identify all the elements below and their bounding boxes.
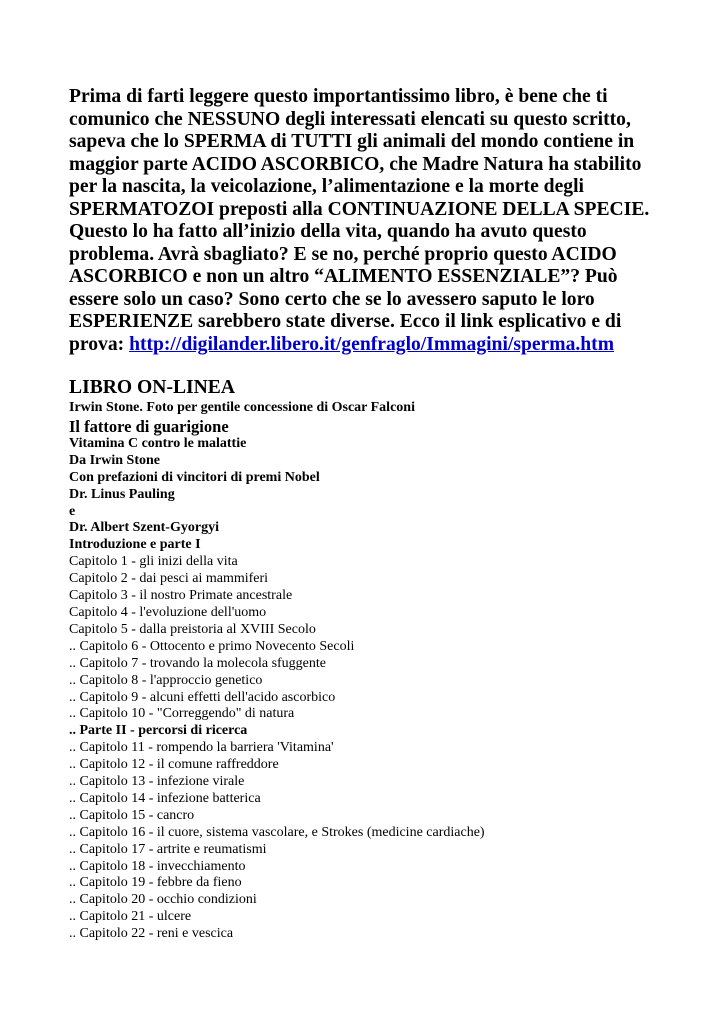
- chapter-link[interactable]: Capitolo 5 - dalla preistoria al XVIII Secolo: [69, 621, 316, 637]
- preface-author-pauling: Dr. Linus Pauling: [69, 486, 175, 502]
- section-title: LIBRO ON-LINEA: [69, 377, 236, 398]
- book-table-of-contents: [69, 376, 689, 943]
- chapter-link[interactable]: .. Capitolo 19 - febbre da fieno: [69, 875, 242, 891]
- book-subtitle: Vitamina C contro le malattie: [69, 435, 247, 451]
- chapter-link[interactable]: Capitolo 2 - dai pesci ai mammiferi: [69, 571, 269, 587]
- chapter-link[interactable]: .. Capitolo 16 - il cuore, sistema vascolare, e Strokes (medicine cardiache): [69, 824, 485, 840]
- photo-credit: Irwin Stone. Foto per gentile concessione di Oscar Falconi: [69, 400, 415, 415]
- chapter-link[interactable]: .. Capitolo 22 - reni e vescica: [69, 926, 234, 942]
- chapter-link[interactable]: .. Capitolo 6 - Ottocento e primo Novecento Secoli: [69, 638, 355, 654]
- chapter-link[interactable]: .. Capitolo 13 - infezione virale: [69, 774, 245, 790]
- chapter-link[interactable]: .. Capitolo 17 - artrite e reumatismi: [69, 841, 267, 857]
- chapter-link[interactable]: .. Capitolo 20 - occhio condizioni: [69, 892, 257, 908]
- part2-heading: .. Parte II - percorsi di ricerca: [69, 723, 248, 739]
- chapter-link[interactable]: .. Capitolo 8 - l'approccio genetico: [69, 672, 263, 688]
- book-title: Il fattore di guarigione: [69, 416, 229, 436]
- intro-paragraph: [69, 86, 669, 356]
- explanatory-link[interactable]: http://digilander.libero.it/genfraglo/Immagini/sperma.htm: [129, 333, 615, 355]
- chapter-link[interactable]: Capitolo 3 - il nostro Primate ancestrale: [69, 588, 293, 604]
- chapter-link[interactable]: .. Capitolo 18 - invecchiamento: [69, 858, 246, 874]
- chapter-link[interactable]: .. Capitolo 9 - alcuni effetti dell'acido ascorbico: [69, 689, 336, 705]
- preface-author-szent-gyorgyi: Dr. Albert Szent-Gyorgyi: [69, 520, 219, 536]
- chapter-link[interactable]: .. Capitolo 21 - ulcere: [69, 909, 192, 925]
- chapter-link[interactable]: Capitolo 1 - gli inizi della vita: [69, 554, 238, 570]
- prefaces-note: Con prefazioni di vincitori di premi Nobel: [69, 469, 320, 485]
- part1-heading: Introduzione e parte I: [69, 537, 201, 553]
- intro-text: Prima di farti leggere questo importantissimo libro, è bene che ti comunico che NESSUNO degli interessati elencati su questo scritto, sapeva che lo SPERMA di TUTTI gli animali del mondo contiene in maggior parte ACIDO ASCORBICO, che Madre Natura ha stabilito per la nascita, la veicolazione, l’alimentazione e la morte degli SPERMATOZOI preposti alla CONTINUAZIONE DELLA SPECIE. Questo lo ha fatto all’inizio della vita, quando ha avuto questo problema. Avrà sbagliato? E se no, perché proprio questo ACIDO ASCORBICO e non un altro “ALIMENTO ESSENZIALE”? Può essere solo un caso? Sono certo che se lo avessero saputo le loro ESPERIENZE sarebbero state diverse. Ecco il link esplicativo e di prova:: [69, 86, 650, 355]
- chapter-link[interactable]: .. Capitolo 11 - rompendo la barriera 'Vitamina': [69, 740, 334, 756]
- chapter-link[interactable]: .. Capitolo 14 - infezione batterica: [69, 790, 261, 806]
- chapter-link[interactable]: .. Capitolo 15 - cancro: [69, 807, 195, 823]
- chapter-link[interactable]: Capitolo 4 - l'evoluzione dell'uomo: [69, 604, 267, 620]
- chapter-link[interactable]: .. Capitolo 10 - "Correggendo" di natura: [69, 706, 295, 722]
- book-author: Da Irwin Stone: [69, 452, 161, 468]
- conjunction: e: [69, 503, 76, 519]
- chapter-link[interactable]: .. Capitolo 7 - trovando la molecola sfuggente: [69, 655, 326, 671]
- chapter-link[interactable]: .. Capitolo 12 - il comune raffreddore: [69, 757, 279, 773]
